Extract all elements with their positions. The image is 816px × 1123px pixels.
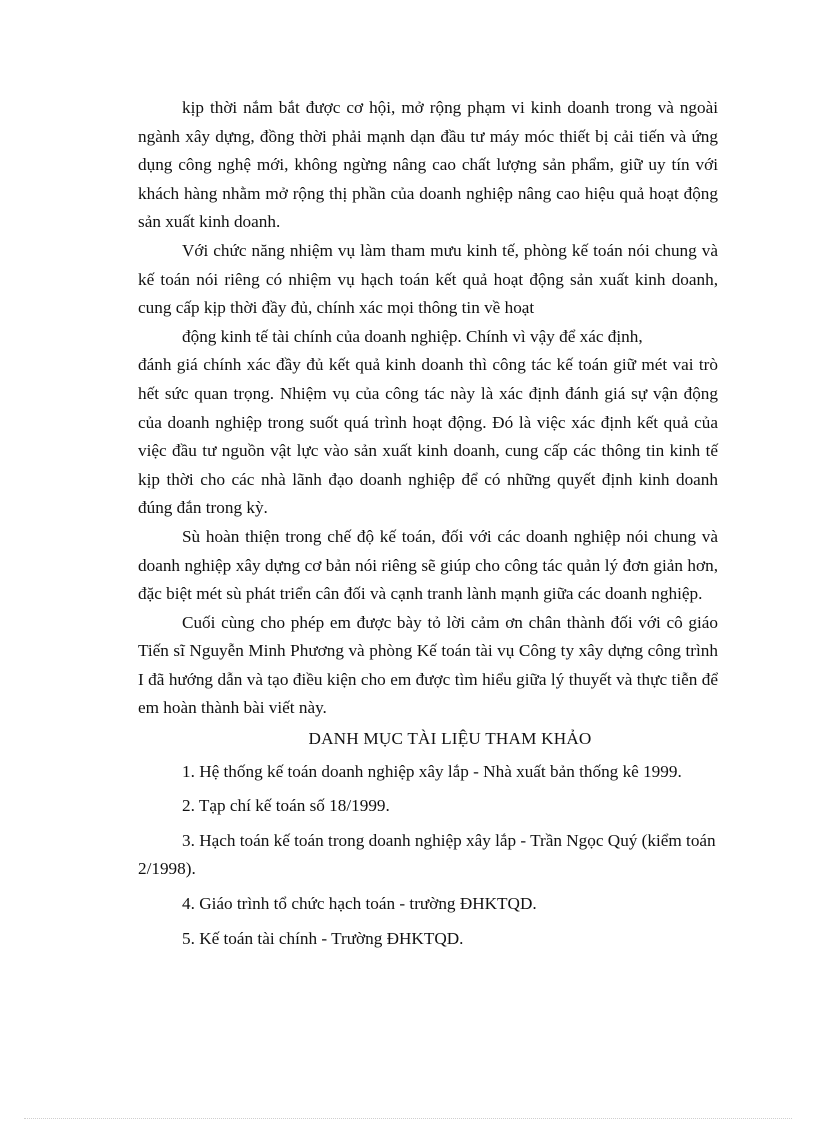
paragraph-4: Sù hoàn thiện trong chế độ kế toán, đối với các doanh nghiệp nói chung và doanh nghiệp xây dựng cơ bản nói riêng sẽ giúp cho công tác quản lý đơn giản hơn, đặc biệt mét sù phát triển cân đối và cạnh tranh lành mạnh giữa các doanh nghiệp.	[138, 526, 718, 604]
reference-item-5: 5. Kế toán tài chính - Trường ĐHKTQD.	[182, 928, 464, 948]
paragraph-1: kịp thời nắm bắt được cơ hội, mở rộng phạm vi kinh doanh trong và ngoài ngành xây dựng, đồng thời phải mạnh dạn đầu tư máy móc thiết bị cải tiến và ứng dụng công nghệ mới, không ngừng nâng cao chất lượng sản phẩm, giữ uy tín với khách hàng nhằm mở rộng thị phần của doanh nghiệp nâng cao hiệu quả hoạt động sản xuất kinh doanh.	[138, 98, 718, 232]
paragraph-3-continued: đánh giá chính xác đầy đủ kết quả kinh doanh thì công tác kế toán giữ mét vai trò hết sức quan trọng. Nhiệm vụ của công tác này là xác định đánh giá sự vận động của doanh nghiệp trong suốt quá trình hoạt động. Đó là việc xác định kết quả của việc đầu tư nguồn vật lực vào sản xuất kinh doanh, cung cấp các thông tin kinh tế kịp thời cho các nhà lãnh đạo doanh nghiệp để có những quyết định kinh doanh đúng đắn trong kỳ.	[138, 355, 718, 518]
reference-item-2: 2. Tạp chí kế toán số 18/1999.	[182, 796, 390, 816]
references-heading: DANH MỤC TÀI LIỆU THAM KHẢO	[308, 729, 592, 749]
document-page	[138, 94, 718, 953]
page-bottom-divider	[24, 1118, 792, 1119]
paragraph-2: Với chức năng nhiệm vụ làm tham mưu kinh tế, phòng kế toán nói chung và kế toán nói riêng có nhiệm vụ hạch toán kết quả hoạt động sản xuất kinh doanh, cung cấp kịp thời đầy đủ, chính xác mọi thông tin về hoạt	[138, 240, 718, 318]
paragraph-5: Cuối cùng cho phép em được bày tỏ lời cảm ơn chân thành đối với cô giáo Tiến sĩ Nguyễn Minh Phương và phòng Kế toán tài vụ Công ty xây dựng công trình I đã hướng dẫn và tạo điều kiện cho em được tìm hiểu giữa lý thuyết và thực tiễn để em hoàn thành bài viết này.	[138, 612, 718, 718]
paragraph-3-first-line: động kinh tế tài chính của doanh nghiệp. Chính vì vậy để xác định,	[182, 326, 643, 346]
reference-item-1: 1. Hệ thống kế toán doanh nghiệp xây lắp - Nhà xuất bản thống kê 1999.	[182, 761, 682, 781]
reference-item-3: 3. Hạch toán kế toán trong doanh nghiệp xây lắp - Trần Ngọc Quý (kiểm toán 2/1998).	[138, 830, 716, 879]
reference-item-4: 4. Giáo trình tổ chức hạch toán - trường ĐHKTQD.	[182, 894, 537, 914]
